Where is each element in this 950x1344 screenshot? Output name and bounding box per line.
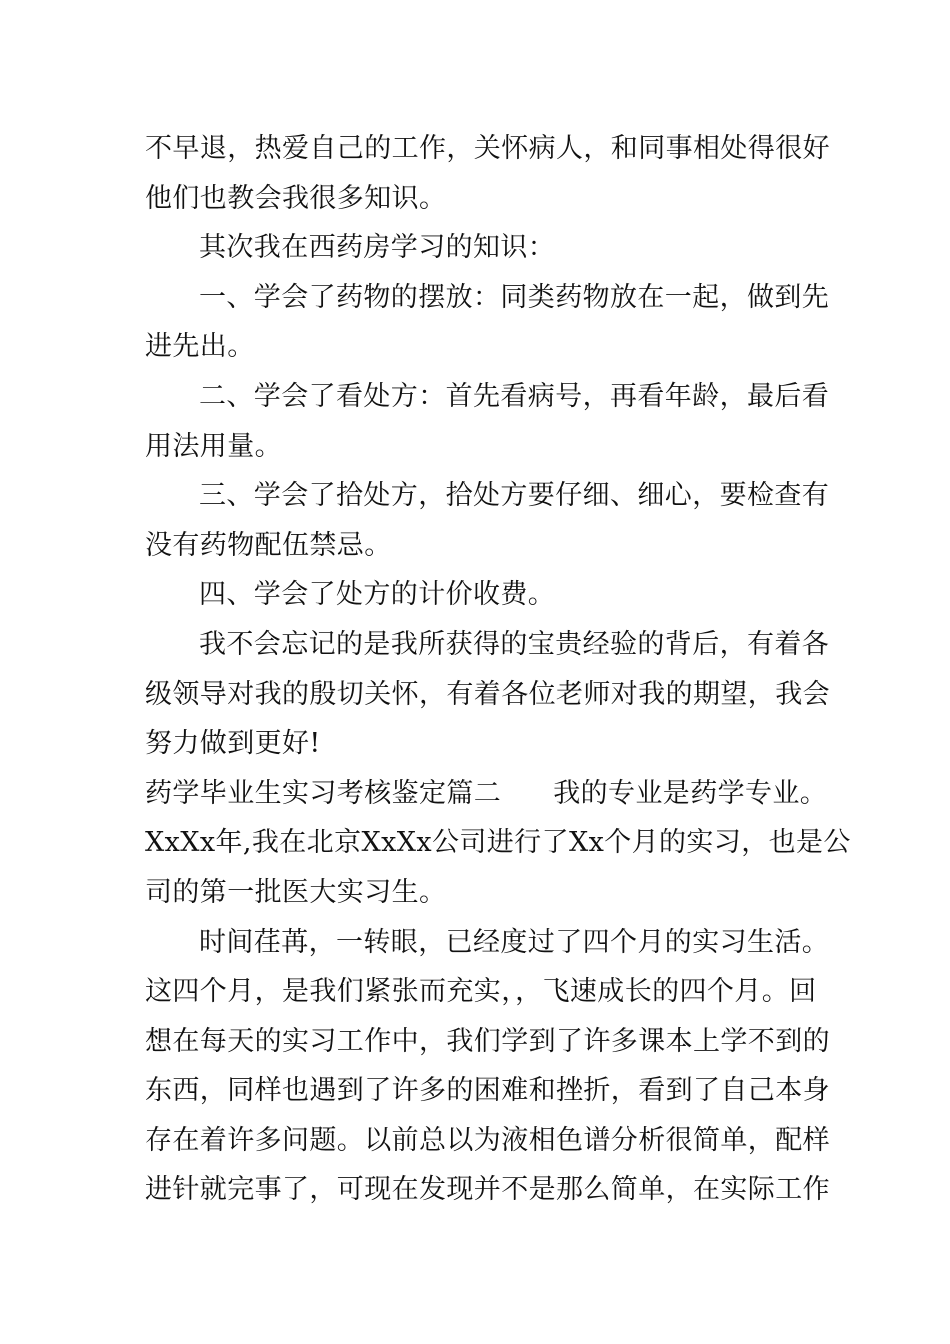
text-line: XxXx年,我在北京XxXx公司进行了Xx个月的实习，也是公 [145, 827, 851, 859]
text-line: 四、学会了处方的计价收费。 [199, 579, 556, 611]
text-line: 这四个月，是我们紧张而充实，，飞速成长的四个月。回 [145, 976, 817, 1008]
text-line: 不早退，热爱自己的工作，关怀病人，和同事相处得很好 [145, 133, 830, 164]
text-line: 用法用量。 [145, 430, 282, 462]
text-line: 时间荏苒，一转眼，已经度过了四个月的实习生活。 [199, 926, 830, 958]
text-line: 想在每天的实习工作中，我们学到了许多课本上学不到的 [145, 1025, 830, 1057]
text-line: 存在着许多问题。以前总以为液相色谱分析很简单，配样 [145, 1124, 830, 1156]
text-line: 东西，同样也遇到了许多的困难和挫折，看到了自己本身 [145, 1075, 830, 1107]
section-heading-line [145, 769, 845, 819]
text-line: 他们也教会我很多知识。 [145, 182, 447, 214]
text-line: 司的第一批医大实习生。 [145, 876, 447, 908]
text-line: 我不会忘记的是我所获得的宝贵经验的背后，有着各 [199, 628, 830, 660]
text-line: 其次我在西药房学习的知识： [199, 232, 556, 264]
text-span: 我的专业是药学专业。 [553, 777, 828, 809]
text-line: 努力做到更好! [145, 728, 321, 760]
text-line: 没有药物配伍禁忌。 [145, 529, 392, 561]
text-line: 级领导对我的殷切关怀，有着各位老师对我的期望，我会 [145, 678, 830, 710]
text-line: 二、学会了看处方：首先看病号，再看年龄，最后看 [199, 380, 830, 412]
document-body [145, 124, 851, 1215]
text-line: 进先出。 [145, 331, 255, 363]
text-line: 一、学会了药物的摆放：同类药物放在一起，做到先 [199, 281, 830, 313]
text-line: 进针就完事了，可现在发现并不是那么简单，在实际工作 [145, 1174, 830, 1206]
text-line: 三、学会了拾处方，拾处方要仔细、细心，要检查有 [199, 480, 830, 512]
section-heading: 药学毕业生实习考核鉴定篇二 [145, 777, 502, 809]
